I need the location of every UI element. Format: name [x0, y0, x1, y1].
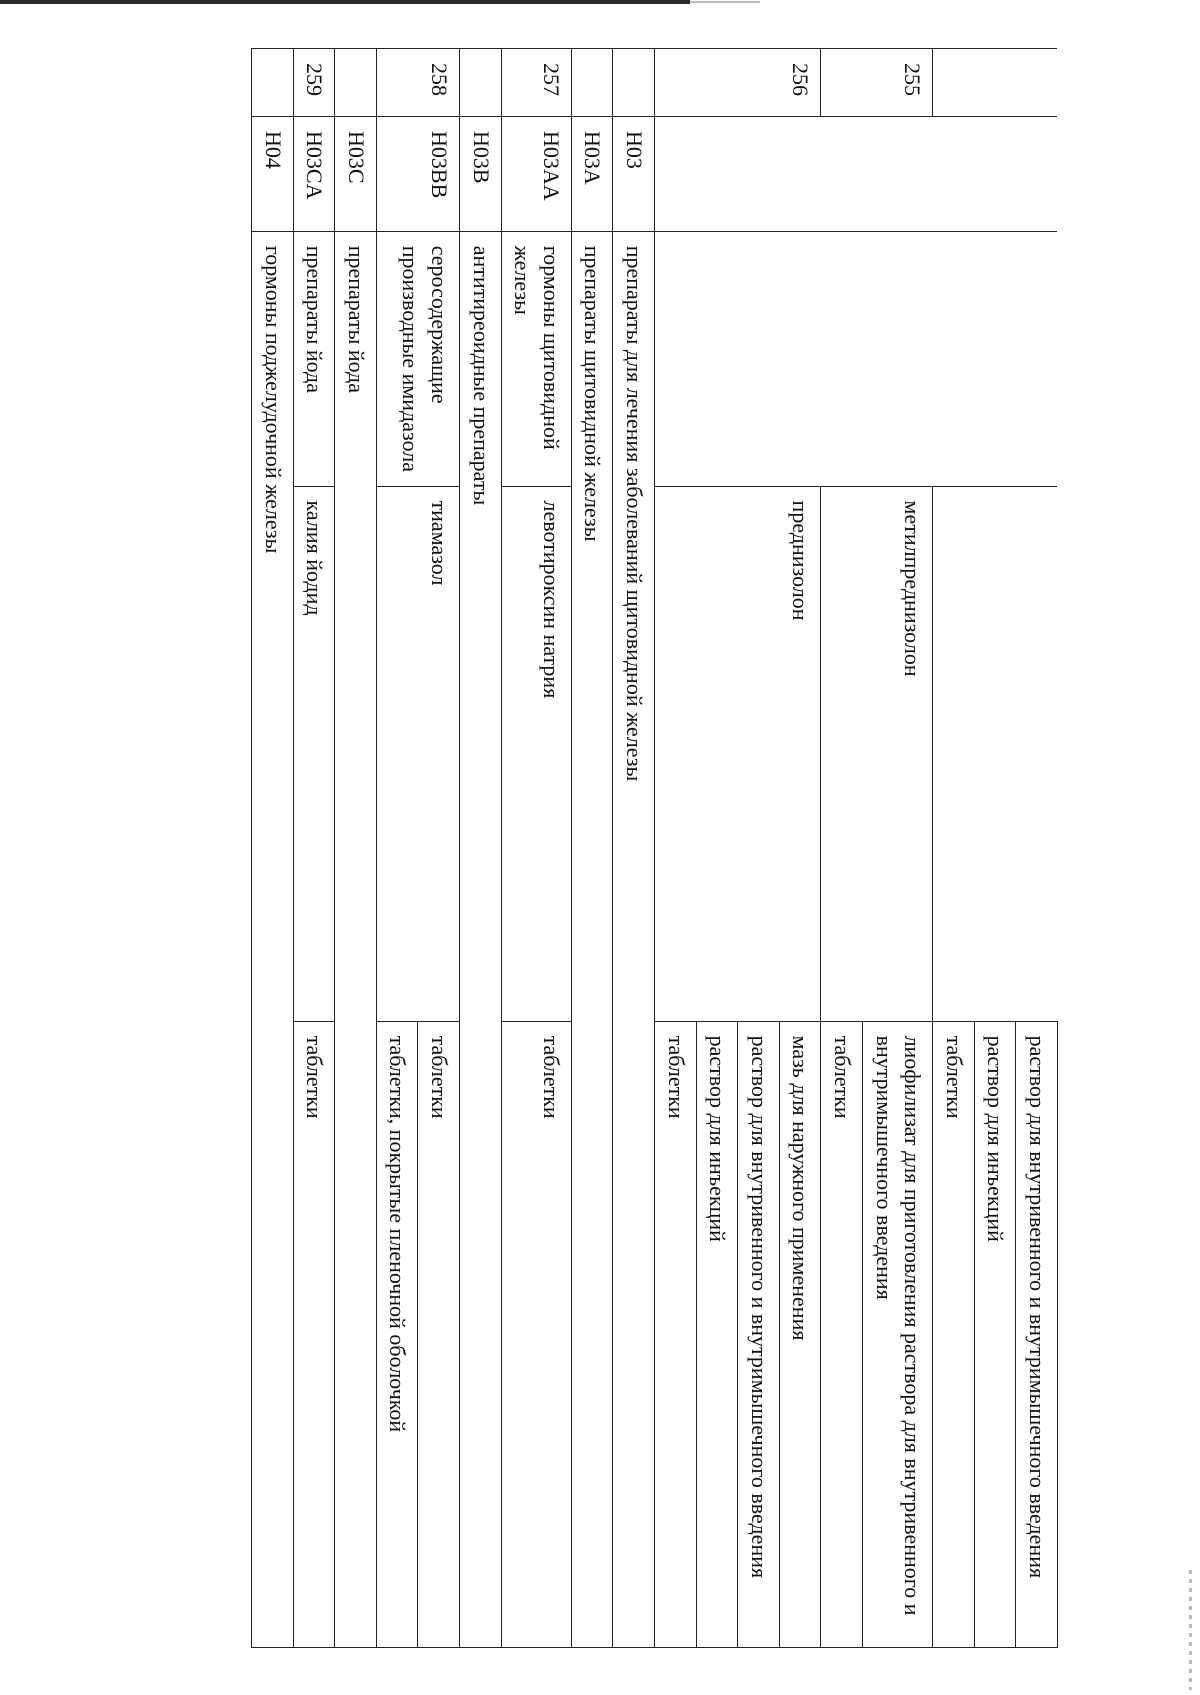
scan-top-edge [0, 0, 690, 4]
substance-cell: калия йодид [293, 486, 335, 1021]
form-cell: таблетки, покрытые пленочной оболочкой [376, 1021, 418, 1647]
form-cell: лиофилизат для приготовления раствора для внутривенного и внутримышечного введения [863, 1021, 933, 1647]
code-cell [933, 117, 1058, 232]
nr-cell [613, 49, 655, 117]
group-cell: препараты йода [293, 231, 335, 486]
substance-cell: левотироксин натрия [501, 486, 571, 1021]
substance-cell [933, 486, 1058, 1021]
substance-cell: преднизолон [655, 486, 821, 1021]
nr-cell [460, 49, 502, 117]
section-name-cell: препараты для лечения заболеваний щитовидной железы [613, 231, 655, 1647]
form-cell: таблетки [655, 1021, 697, 1647]
code-cell: H03A [571, 117, 613, 232]
form-cell: таблетки [821, 1021, 863, 1647]
form-cell: мазь для наружного применения [779, 1021, 821, 1647]
code-cell: H03CA [293, 117, 335, 232]
section-name-cell: препараты щитовидной железы [571, 231, 613, 1647]
nr-cell [252, 49, 294, 117]
group-cell [933, 231, 1058, 486]
group-cell: серосодержащие производные имидазола [376, 231, 459, 486]
table-row [418, 49, 460, 1648]
drug-list-table [251, 48, 1058, 1648]
section-name-cell: препараты йода [335, 231, 377, 1647]
section-row [613, 49, 655, 1648]
table-row [779, 49, 821, 1648]
code-cell: H04 [252, 117, 294, 232]
group-cell [655, 231, 821, 486]
substance-cell: метилпреднизолон [821, 486, 933, 1021]
form-cell: раствор для инъекций [974, 1021, 1016, 1647]
group-cell [821, 231, 933, 486]
form-cell: раствор для внутривенного и внутримышечного введения [738, 1021, 780, 1647]
scan-edge-marks [1189, 1570, 1192, 1690]
form-cell: таблетки [933, 1021, 975, 1647]
code-cell [821, 117, 933, 232]
section-row [571, 49, 613, 1648]
code-cell [655, 117, 821, 232]
substance-cell: тиамазол [376, 486, 459, 1021]
nr-cell: 259 [293, 49, 335, 117]
nr-cell: 258 [376, 49, 459, 117]
form-cell: таблетки [293, 1021, 335, 1647]
nr-cell [335, 49, 377, 117]
group-cell: гормоны щитовидной железы [501, 231, 571, 486]
table-row [863, 49, 933, 1648]
drug-list-body [252, 49, 1058, 1648]
nr-cell [571, 49, 613, 117]
section-name-cell: гормоны поджелудочной железы [252, 231, 294, 1647]
table-row [1016, 49, 1058, 1648]
rotated-page [98, 48, 1058, 1648]
form-cell: раствор для инъекций [696, 1021, 738, 1647]
code-cell: H03C [335, 117, 377, 232]
form-cell: раствор для внутривенного и внутримышечного введения [1016, 1021, 1058, 1647]
form-cell: таблетки [418, 1021, 460, 1647]
section-row [460, 49, 502, 1648]
code-cell: H03BB [376, 117, 459, 232]
nr-cell: 255 [821, 49, 933, 117]
section-name-cell: антитиреоидные препараты [460, 231, 502, 1647]
section-row [252, 49, 294, 1648]
nr-cell: 256 [655, 49, 821, 117]
section-row [335, 49, 377, 1648]
code-cell: H03AA [501, 117, 571, 232]
table-row [501, 49, 571, 1648]
table-row [293, 49, 335, 1648]
nr-cell [933, 49, 1058, 117]
form-cell: таблетки [501, 1021, 571, 1647]
code-cell: H03B [460, 117, 502, 232]
scan-top-edge-fade [690, 1, 760, 3]
nr-cell: 257 [501, 49, 571, 117]
code-cell: H03 [613, 117, 655, 232]
